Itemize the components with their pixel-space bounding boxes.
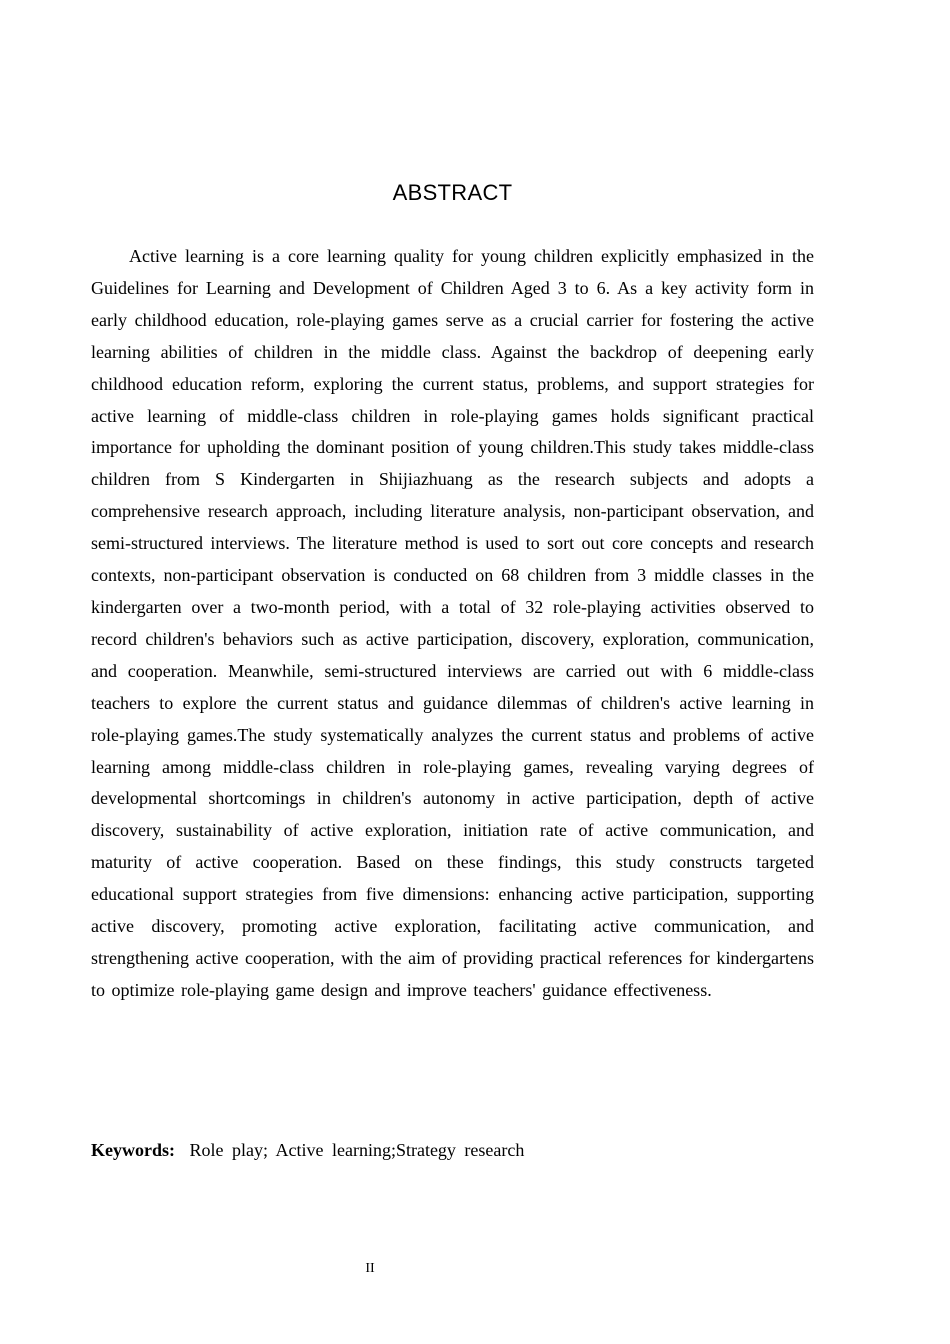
page-number: II bbox=[365, 1261, 375, 1276]
keywords-label: Keywords: bbox=[91, 1140, 175, 1160]
keywords-line bbox=[91, 1135, 814, 1166]
keywords-text: Role play; Active learning;Strategy research bbox=[189, 1140, 525, 1160]
abstract-paragraph: Active learning is a core learning quality for young children explicitly emphasized in the Guidelines for Learning and Development of Children Aged 3 to 6. As a key activity form in early childhood education, role-playing games serve as a crucial carrier for fostering the active learning abilities of children in the middle class. Against the backdrop of deepening early childhood education reform, exploring the current status, problems, and support strategies for active learning of middle-class children in role-playing games holds significant practical importance for upholding the dominant position of young children.This study takes middle-class children from S Kindergarten in Shijiazhuang as the research subjects and adopts a comprehensive research approach, including literature analysis, non-participant observation, and semi-structured interviews. The literature method is used to sort out core concepts and research contexts, non-participant observation is conducted on 68 children from 3 middle classes in the kindergarten over a two-month period, with a total of 32 role-playing activities observed to record children's behaviors such as active participation, discovery, exploration, communication, and cooperation. Meanwhile, semi-structured interviews are carried out with 6 middle-class teachers to explore the current status and guidance dilemmas of children's active learning in role-playing games.The study systematically analyzes the current status and problems of active learning among middle-class children in role-playing games, revealing varying degrees of developmental shortcomings in children's autonomy in active participation, depth of active discovery, sustainability of active exploration, initiation rate of active communication, and maturity of active cooperation. Based on these findings, this study constructs targeted educational support strategies from five dimensions: enhancing active participation, supporting active discovery, promoting active exploration, facilitating active communication, and strengthening active cooperation, with the aim of providing practical references for kindergartens to optimize role-playing game design and improve teachers' guidance effectiveness. bbox=[91, 246, 814, 1000]
abstract-title: ABSTRACT bbox=[392, 180, 513, 205]
